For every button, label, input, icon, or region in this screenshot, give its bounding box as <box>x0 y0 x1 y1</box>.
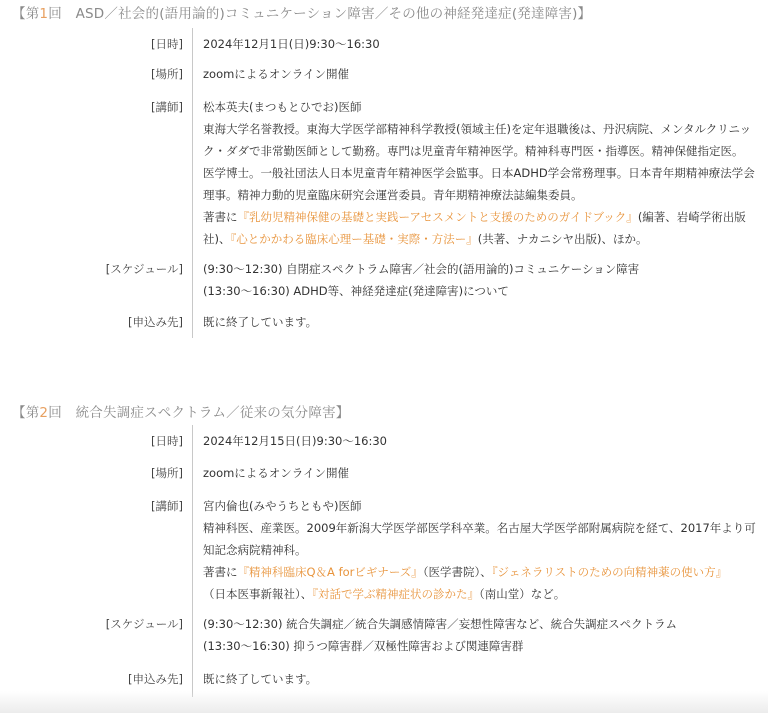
apply-label: [申込み先] <box>128 315 183 329</box>
book-title-link[interactable]: 『精神科臨床Q＆A forビギナーズ』 <box>237 565 423 579</box>
session-number: 1 <box>39 6 49 22</box>
schedule-afternoon: (13:30〜16:30) ADHD等、神経発達症(発達障害)について <box>203 284 509 298</box>
date-label: [日時] <box>151 434 183 448</box>
lecturer-bio-line: 東海大学名誉教授。東海大学医学部精神科学教授(領域主任)を定年退職後は、丹沢病院、メンタルクリニッ <box>203 122 752 136</box>
session-2-title <box>12 401 349 421</box>
books-prefix: 著書に <box>203 565 238 579</box>
schedule-afternoon: (13:30〜16:30) 抑うつ障害群／双極性障害および関連障害群 <box>203 639 524 653</box>
book-publisher: （医学書院）、 <box>422 565 492 579</box>
lecturer-bio-line: 精神科医、産業医。2009年新潟大学医学部医学科卒業。名古屋大学医学部附属病院を経て、2017年より可 <box>203 521 756 535</box>
books-prefix: 著書に <box>203 210 238 224</box>
date-value: 2024年12月15日(日)9:30〜16:30 <box>203 434 387 448</box>
book-publisher: （日本医事新報社）、 <box>203 587 313 601</box>
book-publisher: (編著、岩崎学術出版 <box>637 210 746 224</box>
date-value: 2024年12月1日(日)9:30〜16:30 <box>203 37 380 51</box>
date-label: [日時] <box>151 37 183 51</box>
schedule-label: [スケジュール] <box>105 262 183 276</box>
session-number: 2 <box>39 405 49 421</box>
book-title-link[interactable]: 『心とかかわる臨床心理ー基礎・実際・方法ー』 <box>230 232 478 246</box>
session-title-text: 回 ASD／社会的(語用論的)コミュニケーション障害／その他の神経発達症(発達障害)】 <box>48 6 592 22</box>
books-line <box>203 206 751 228</box>
title-bracket-open: 【第 <box>12 405 40 421</box>
bottom-fade <box>0 691 768 713</box>
lecturer-bio-line: 理事。精神力動的児童臨床研究会運営委員。青年期精神療法誌編集委員。 <box>203 188 583 202</box>
title-bracket-open: 【第 <box>12 6 40 22</box>
apply-value: 既に終了しています。 <box>203 315 318 329</box>
place-value: zoomによるオンライン開催 <box>203 67 349 81</box>
place-label: [場所] <box>151 466 183 480</box>
book-publisher: 社)、 <box>203 232 231 246</box>
schedule-morning: (9:30〜12:30) 自閉症スペクトラム障害／社会的(語用論的)コミュニケーション障害 <box>203 262 640 276</box>
place-label: [場所] <box>151 67 183 81</box>
divider-line <box>192 425 193 697</box>
books-line <box>203 561 751 583</box>
schedule-label: [スケジュール] <box>105 617 183 631</box>
session-1-title <box>12 2 591 22</box>
lecturer-bio-line: 知記念病院精神科。 <box>203 543 307 557</box>
lecturer-bio-line: 医学博士。一般社団法人日本児童青年精神医学会監事。日本ADHD学会常務理事。日本青年期精神療法学会 <box>203 166 755 180</box>
lecturer-label: [講師] <box>151 100 183 114</box>
book-publisher: (共著、ナカニシヤ出版)、ほか。 <box>477 232 648 246</box>
apply-value: 既に終了しています。 <box>203 672 318 686</box>
lecturer-label: [講師] <box>151 499 183 513</box>
session-title-text: 回 統合失調症スペクトラム／従来の気分障害】 <box>48 405 350 421</box>
book-title-link[interactable]: 『ジェネラリストのための向精神薬の使い方』 <box>491 565 728 579</box>
schedule-morning: (9:30〜12:30) 統合失調症／統合失調感情障害／妄想性障害など、統合失調症スペクトラム <box>203 617 677 631</box>
book-publisher: （南山堂）など。 <box>479 587 566 601</box>
books-line <box>203 228 751 250</box>
books-line <box>203 583 751 605</box>
place-value: zoomによるオンライン開催 <box>203 466 349 480</box>
divider-line <box>192 28 193 338</box>
apply-label: [申込み先] <box>128 672 183 686</box>
book-title-link[interactable]: 『乳幼児精神保健の基礎と実践ーアセスメントと支援のためのガイドブック』 <box>237 210 638 224</box>
book-title-link[interactable]: 『対話で学ぶ精神症状の診かた』 <box>312 587 479 601</box>
lecturer-name: 宮内倫也(みやうちともや)医師 <box>203 499 362 513</box>
lecturer-bio-line: ク・ダダで非常勤医師として勤務。専門は児童青年精神医学。精神科専門医・指導医。精神保健指定医。 <box>203 144 744 158</box>
lecturer-name: 松本英夫(まつもとひでお)医師 <box>203 100 362 114</box>
